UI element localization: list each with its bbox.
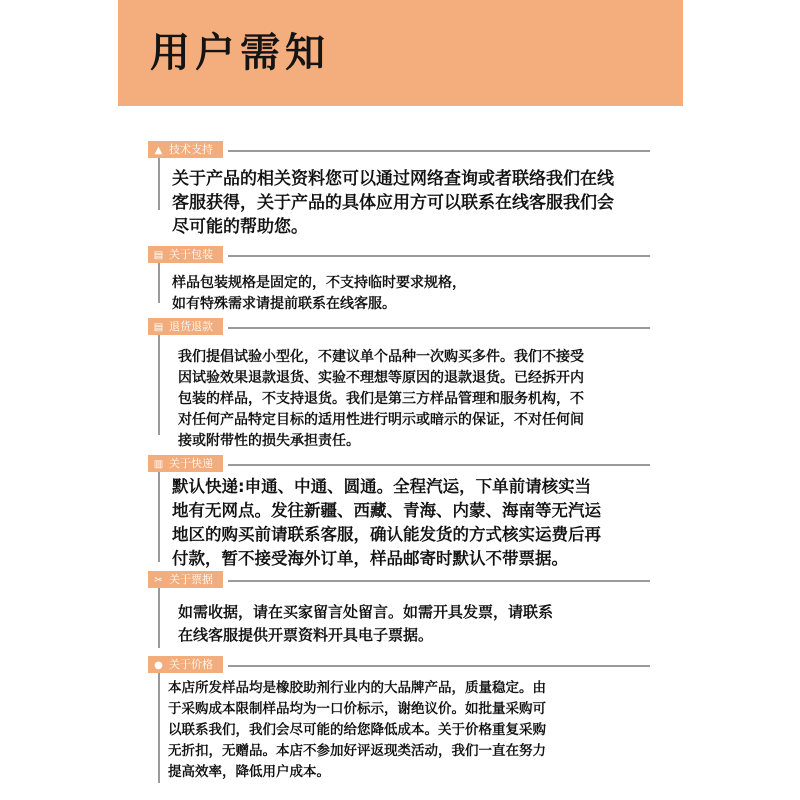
section-label: 关于票据 xyxy=(169,573,213,586)
body-line: 接或附带性的损失承担责任。 xyxy=(178,433,360,449)
section-body xyxy=(178,601,553,647)
body-line: 地区的购买前请联系客服，确认能发货的方式核实运费后再 xyxy=(172,525,601,544)
section-label: 退货退款 xyxy=(169,320,213,333)
user-icon: ● xyxy=(154,660,163,671)
body-line: 以联系我们，我们会尽可能的给您降低成本。关于价格重复采购 xyxy=(168,722,546,738)
page-title: 用户需知 xyxy=(150,30,330,76)
section-label: 关于价格 xyxy=(169,658,213,671)
section-label: 关于包装 xyxy=(169,248,213,261)
body-line: 样品包装规格是固定的，不支持临时要求规格， xyxy=(172,275,466,291)
section-tag xyxy=(148,656,223,673)
section-returns xyxy=(148,318,668,453)
body-line: 关于产品的相关资料您可以通过网络查询或者联络我们在线 xyxy=(172,169,614,189)
bar-chart-icon: ▥ xyxy=(153,459,164,470)
section-body xyxy=(178,347,584,452)
divider xyxy=(158,673,160,783)
section-tag xyxy=(148,455,223,472)
section-label: 关于快递 xyxy=(169,457,213,470)
body-line: 本店所发样品均是橡胶助剂行业内的大品牌产品，质量稳定。由 xyxy=(168,680,546,696)
divider xyxy=(228,464,650,466)
body-line: 如有特殊需求请提前联系在线客服。 xyxy=(172,296,396,312)
body-line: 因试验效果退款退货、实验不理想等原因的退款退货。已经拆开内 xyxy=(178,370,584,386)
section-tag xyxy=(148,141,223,158)
divider xyxy=(228,327,650,329)
section-invoices xyxy=(148,571,668,651)
body-line: 于采购成本限制样品均为一口价标示，谢绝议价。如批量采购可 xyxy=(168,701,546,717)
scissors-icon: ✂ xyxy=(154,575,163,586)
divider xyxy=(228,665,650,667)
body-line: 付款，暂不接受海外订单，样品邮寄时默认不带票据。 xyxy=(172,549,568,568)
section-tag xyxy=(148,246,223,263)
document-icon: ▤ xyxy=(153,250,164,261)
section-shipping xyxy=(148,455,668,570)
divider xyxy=(228,150,650,152)
body-line: 地有无网点。发往新疆、西藏、青海、内蒙、海南等无汽运 xyxy=(172,501,601,520)
section-body xyxy=(172,475,601,571)
body-line: 在线客服提供开票资料开具电子票据。 xyxy=(178,626,434,644)
graduation-cap-icon: ▲ xyxy=(154,145,163,156)
section-body xyxy=(172,167,614,239)
header-banner xyxy=(118,0,683,106)
body-line: 包装的样品，不支持退货。我们是第三方样品管理和服务机构，不 xyxy=(178,391,584,407)
body-line: 我们提倡试验小型化，不建议单个品种一次购买多件。我们不接受 xyxy=(178,349,584,365)
section-tag xyxy=(148,571,223,588)
section-pricing xyxy=(148,656,668,786)
section-label: 技术支持 xyxy=(169,143,213,156)
divider xyxy=(158,472,160,562)
divider xyxy=(158,335,160,435)
divider xyxy=(228,580,650,582)
section-packaging xyxy=(148,246,668,316)
body-line: 如需收据，请在买家留言处留言。如需开具发票，请联系 xyxy=(178,603,554,621)
body-line: 客服获得，关于产品的具体应用方可以联系在线客服我们会 xyxy=(172,193,614,213)
divider xyxy=(158,158,160,210)
body-line: 无折扣，无赠品。本店不参加好评返现类活动，我们一直在努力 xyxy=(168,743,546,759)
body-line: 默认快递:申通、中通、圆通。全程汽运，下单前请核实当 xyxy=(172,477,592,496)
body-line: 提高效率，降低用户成本。 xyxy=(168,764,330,780)
section-tag xyxy=(148,318,223,335)
section-body xyxy=(172,273,466,315)
section-body xyxy=(168,678,546,783)
divider xyxy=(158,588,160,648)
document-icon: ▤ xyxy=(153,322,164,333)
divider xyxy=(158,263,160,303)
body-line: 尽可能的帮助您。 xyxy=(172,217,308,237)
section-tech-support xyxy=(148,141,668,246)
divider xyxy=(228,255,650,257)
body-line: 对任何产品特定目标的适用性进行明示或暗示的保证，不对任何间 xyxy=(178,412,584,428)
